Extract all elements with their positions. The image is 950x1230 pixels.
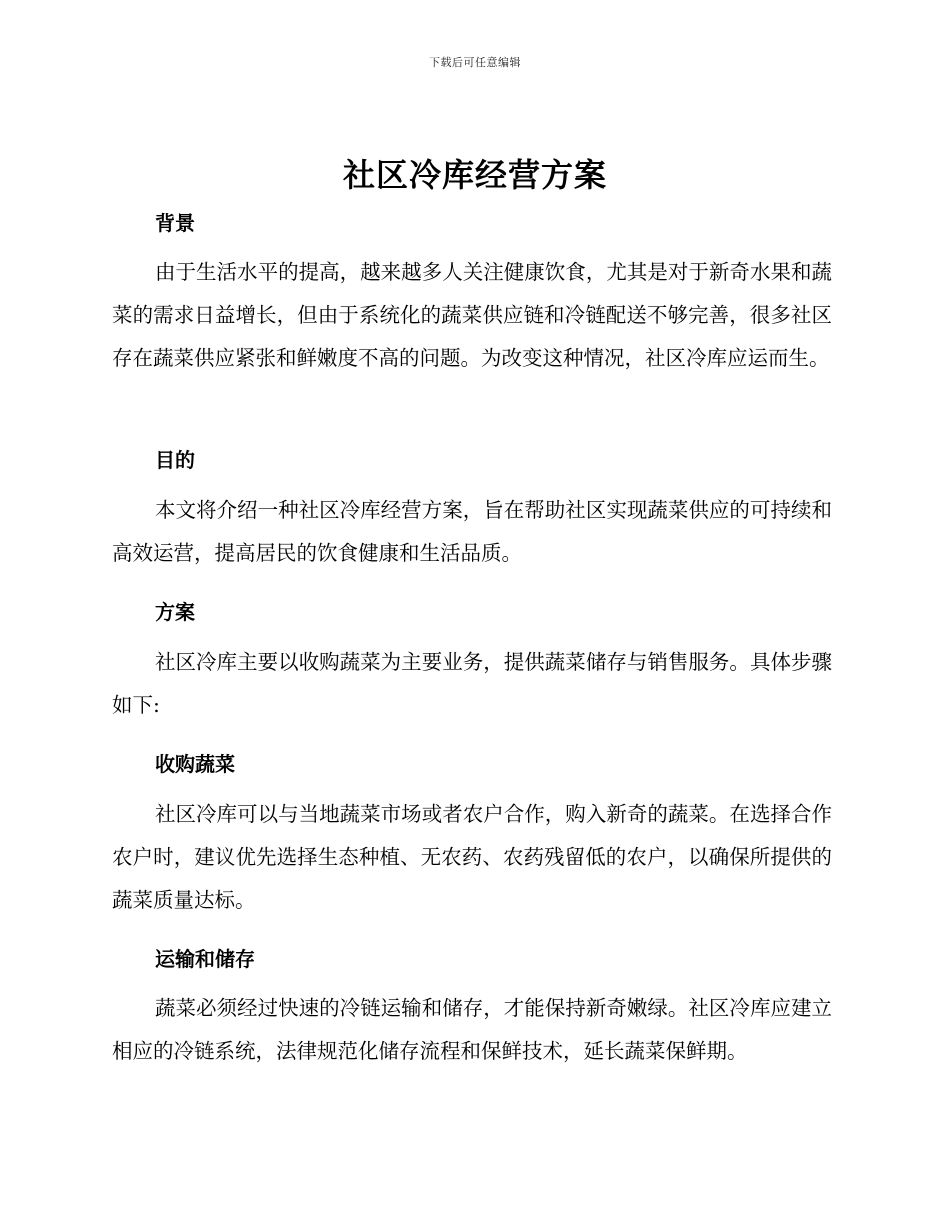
section-paragraph-plan: 社区冷库主要以收购蔬菜为主要业务，提供蔬菜储存与销售服务。具体步骤如下: [112,650,832,717]
section-paragraph-background: 由于生活水平的提高，越来越多人关注健康饮食，尤其是对于新奇水果和蔬菜的需求日益增长，但由于系统化的蔬菜供应链和冷链配送不够完善，很多社区存在蔬菜供应紧张和鲜嫩度不高的问题。为改变这种情况，社区冷库应运而生。 [112,260,832,370]
section-paragraph-purchase: 社区冷库可以与当地蔬菜市场或者农户合作，购入新奇的蔬菜。在选择合作农户时，建议优先选择生态种植、无农药、农药残留低的农户，以确保所提供的蔬菜质量达标。 [112,802,832,912]
section-heading-transport-storage: 运输和储存 [155,947,255,971]
section-heading-background: 背景 [155,211,195,235]
section-heading-purchase: 收购蔬菜 [155,752,235,776]
section-paragraph-transport-storage: 蔬菜必须经过快速的冷链运输和储存，才能保持新奇嫩绿。社区冷库应建立相应的冷链系统，法律规范化储存流程和保鲜技术，延长蔬菜保鲜期。 [112,996,832,1063]
document-title: 社区冷库经营方案 [342,156,607,194]
section-paragraph-purpose: 本文将介绍一种社区冷库经营方案，旨在帮助社区实现蔬菜供应的可持续和高效运营，提高居民的饮食健康和生活品质。 [112,498,832,565]
section-heading-plan: 方案 [155,600,195,624]
section-heading-purpose: 目的 [155,448,195,472]
header-note: 下载后可任意编辑 [429,56,521,69]
